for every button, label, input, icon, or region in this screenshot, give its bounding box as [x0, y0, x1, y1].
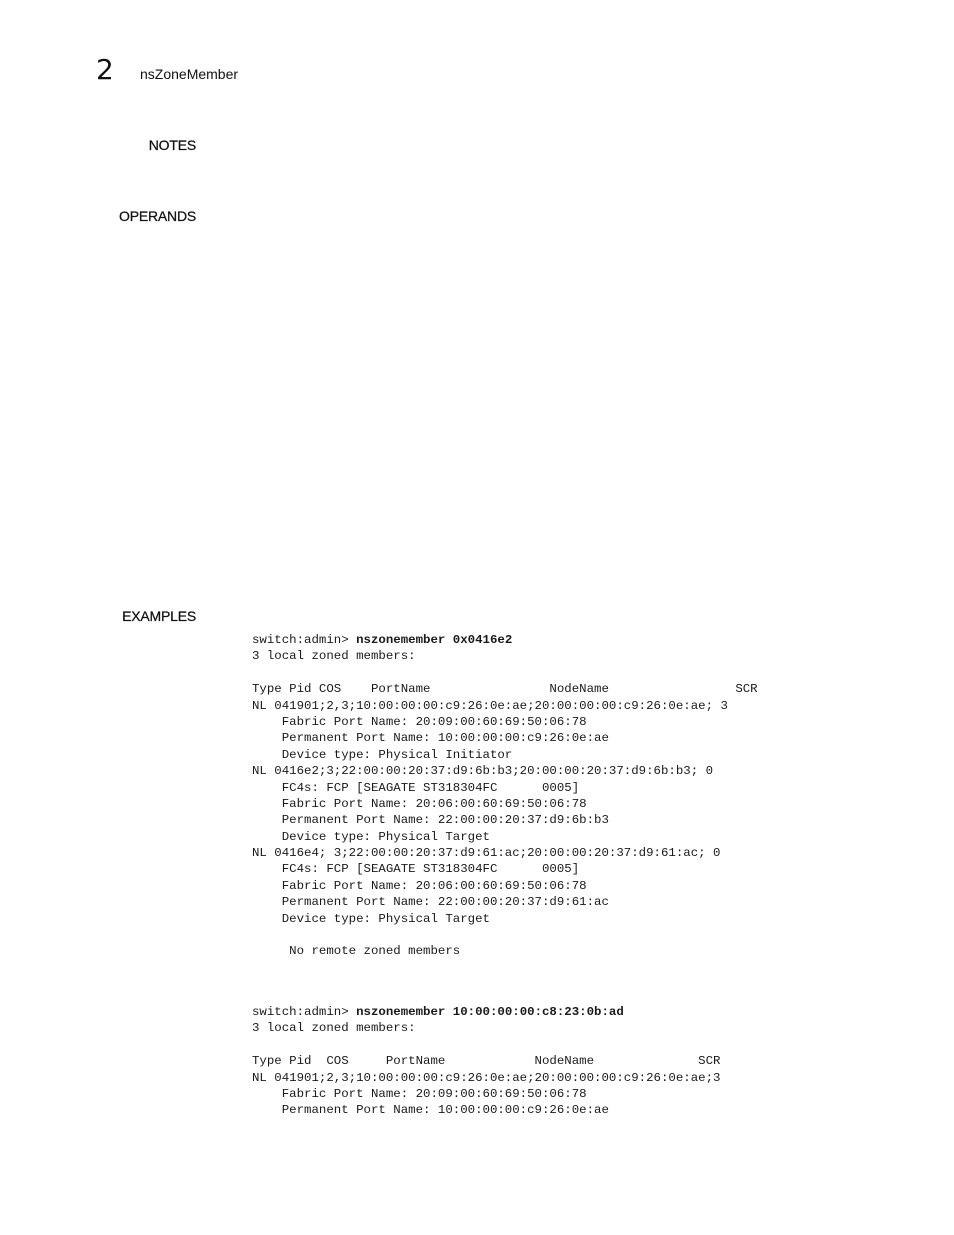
- output-line: [252, 1037, 720, 1053]
- output-line: Permanent Port Name: 10:00:00:00:c9:26:0e:ae: [252, 731, 609, 746]
- code-example-2: [252, 1004, 720, 1119]
- output-line: Permanent Port Name: 22:00:00:20:37:d9:61:ac: [252, 895, 609, 910]
- output-line: Fabric Port Name: 20:09:00:60:69:50:06:78: [252, 714, 587, 729]
- output-line: Device type: Physical Target: [252, 829, 490, 844]
- output-line: Fabric Port Name: 20:06:00:60:69:50:06:78: [252, 796, 587, 811]
- command-line: [252, 632, 758, 648]
- output-line: Device type: Physical Initiator: [252, 747, 513, 762]
- output-line: NL 041901;2,3;10:00:00:00:c9:26:0e:ae;20:00:00:00:c9:26:0e:ae;3: [252, 1070, 721, 1085]
- command-text: nszonemember 10:00:00:00:c8:23:0b:ad: [356, 1005, 624, 1019]
- output-line: 3 local zoned members:: [252, 649, 416, 664]
- output-line: Permanent Port Name: 22:00:00:20:37:d9:6b:b3: [252, 813, 609, 828]
- output-line: 3 local zoned members:: [252, 1021, 416, 1036]
- output-line: Permanent Port Name: 10:00:00:00:c9:26:0e:ae: [252, 1103, 609, 1118]
- section-heading-notes: NOTES: [148, 137, 196, 153]
- section-heading-examples: EXAMPLES: [122, 608, 196, 624]
- output-line: NL 041901;2,3;10:00:00:00:c9:26:0e:ae;20:00:00:00:c9:26:0e:ae; 3: [252, 698, 728, 713]
- output-line: Device type: Physical Target: [252, 911, 490, 926]
- command-text: nszonemember 0x0416e2: [356, 633, 513, 647]
- output-line: FC4s: FCP [SEAGATE ST318304FC 0005]: [252, 862, 580, 877]
- code-example-1: [252, 632, 758, 960]
- output-line: Fabric Port Name: 20:09:00:60:69:50:06:78: [252, 1086, 587, 1101]
- shell-prompt: switch:admin>: [252, 1005, 357, 1019]
- output-line: Type Pid COS PortName NodeName SCR: [252, 682, 758, 697]
- output-line: NL 0416e4; 3;22:00:00:20:37:d9:61:ac;20:00:00:20:37:d9:61:ac; 0: [252, 846, 721, 861]
- running-title: nsZoneMember: [140, 66, 239, 82]
- shell-prompt: switch:admin>: [252, 633, 357, 647]
- output-line: Fabric Port Name: 20:06:00:60:69:50:06:78: [252, 878, 587, 893]
- output-line: [252, 665, 758, 681]
- output-line: No remote zoned members: [252, 944, 461, 959]
- output-line: NL 0416e2;3;22:00:00:20:37:d9:6b:b3;20:00:00:20:37:d9:6b:b3; 0: [252, 764, 714, 779]
- output-line: [252, 927, 758, 943]
- chapter-number: 2: [96, 53, 114, 86]
- output-line: FC4s: FCP [SEAGATE ST318304FC 0005]: [252, 780, 580, 795]
- output-line: Type Pid COS PortName NodeName SCR: [252, 1054, 721, 1069]
- section-heading-operands: OPERANDS: [119, 208, 196, 224]
- command-line: [252, 1004, 720, 1020]
